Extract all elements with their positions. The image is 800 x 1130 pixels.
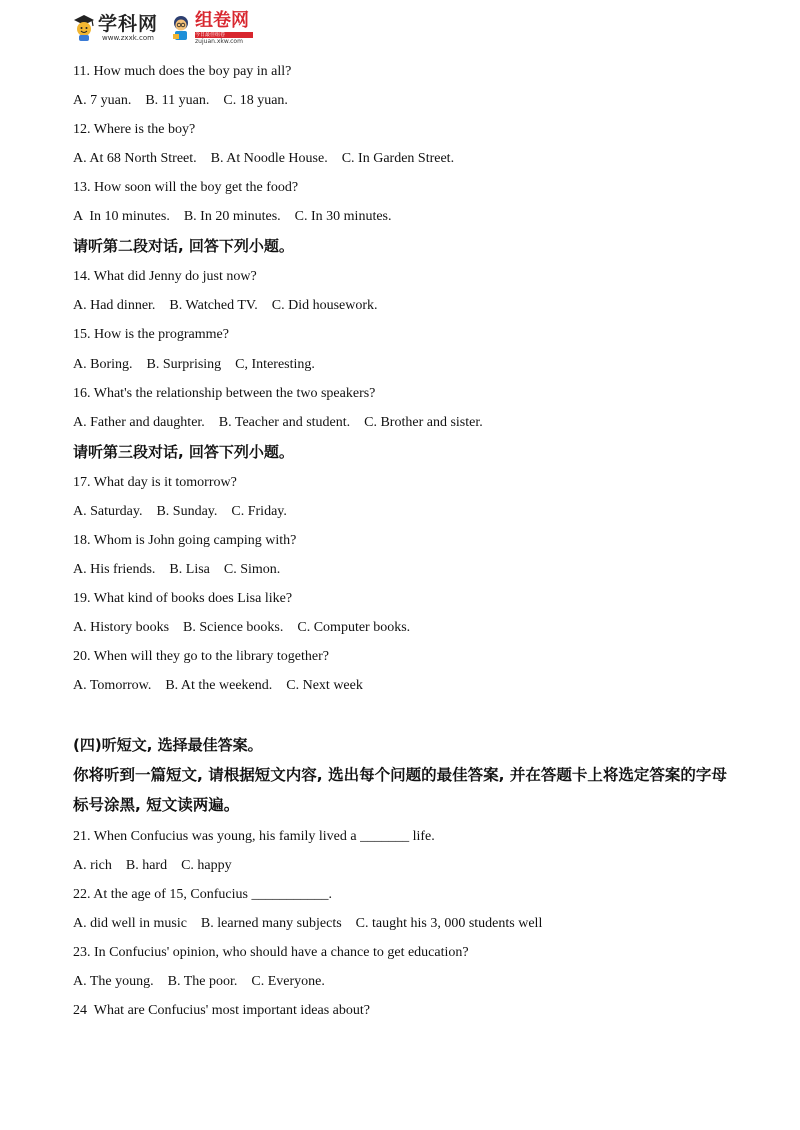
question-24: 24 What are Confucius' most important ideas about? [73,1003,370,1018]
question-18: 18. Whom is John going camping with? [73,533,297,548]
zujuan-logo[interactable] [170,11,253,45]
question-19: 19. What kind of books does Lisa like? [73,591,293,606]
zxxk-logo-text: 学科网 [98,13,159,35]
question-11: 11. How much does the boy pay in all? [73,64,292,79]
section-heading-part-4: (四)听短文, 选择最佳答案。 [73,736,263,754]
zujuan-logo-text: 组卷网 [195,10,250,31]
header [72,10,253,46]
options-11: A. 7 yuan. B. 11 yuan. C. 18 yuan. [73,93,288,108]
options-14: A. Had dinner. B. Watched TV. C. Did housework. [73,298,378,313]
section-heading-dialogue-2: 请听第二段对话, 回答下列小题。 [73,237,294,255]
options-19: A. History books B. Science books. C. Computer books. [73,620,411,635]
question-17: 17. What day is it tomorrow? [73,475,237,490]
options-12: A. At 68 North Street. B. At Noodle House. C. In Garden Street. [73,151,455,166]
options-16: A. Father and daughter. B. Teacher and student. C. Brother and sister. [73,415,483,430]
question-14: 14. What did Jenny do just now? [73,269,257,284]
question-13: 13. How soon will the boy get the food? [73,180,299,195]
question-16: 16. What's the relationship between the two speakers? [73,386,376,401]
options-17: A. Saturday. B. Sunday. C. Friday. [73,504,287,519]
question-12: 12. Where is the boy? [73,122,196,137]
question-22: 22. At the age of 15, Confucius ___________. [73,887,332,902]
options-18: A. His friends. B. Lisa C. Simon. [73,562,281,577]
options-15: A. Boring. B. Surprising C, Interesting. [73,357,315,372]
student-mascot-icon [170,14,192,42]
zxxk-logo[interactable] [72,14,158,42]
options-20: A. Tomorrow. B. At the weekend. C. Next week [73,678,363,693]
options-23: A. The young. B. The poor. C. Everyone. [73,974,325,989]
question-23: 23. In Confucius' opinion, who should have a chance to get education? [73,945,469,960]
graduate-mascot-icon [72,14,96,42]
section-instructions: 你将听到一篇短文, 请根据短文内容, 选出每个问题的最佳答案, 并在答题卡上将选定答案的字母标号涂黑, 短文读两遍。 [73,766,727,814]
zujuan-logo-banner: 今日最佳组卷 [195,32,253,38]
options-22: A. did well in music B. learned many subjects C. taught his 3, 000 students well [73,916,543,931]
question-20: 20. When will they go to the library together? [73,649,329,664]
options-13: A In 10 minutes. B. In 20 minutes. C. In 30 minutes. [73,209,392,224]
options-21: A. rich B. hard C. happy [73,858,232,873]
zxxk-logo-url: www.zxxk.com [102,34,154,42]
question-21: 21. When Confucius was young, his family lived a _______ life. [73,829,435,844]
zujuan-logo-url: zujuan.xkw.com [195,38,243,45]
section-heading-dialogue-3: 请听第三段对话, 回答下列小题。 [73,443,294,461]
question-15: 15. How is the programme? [73,327,229,342]
